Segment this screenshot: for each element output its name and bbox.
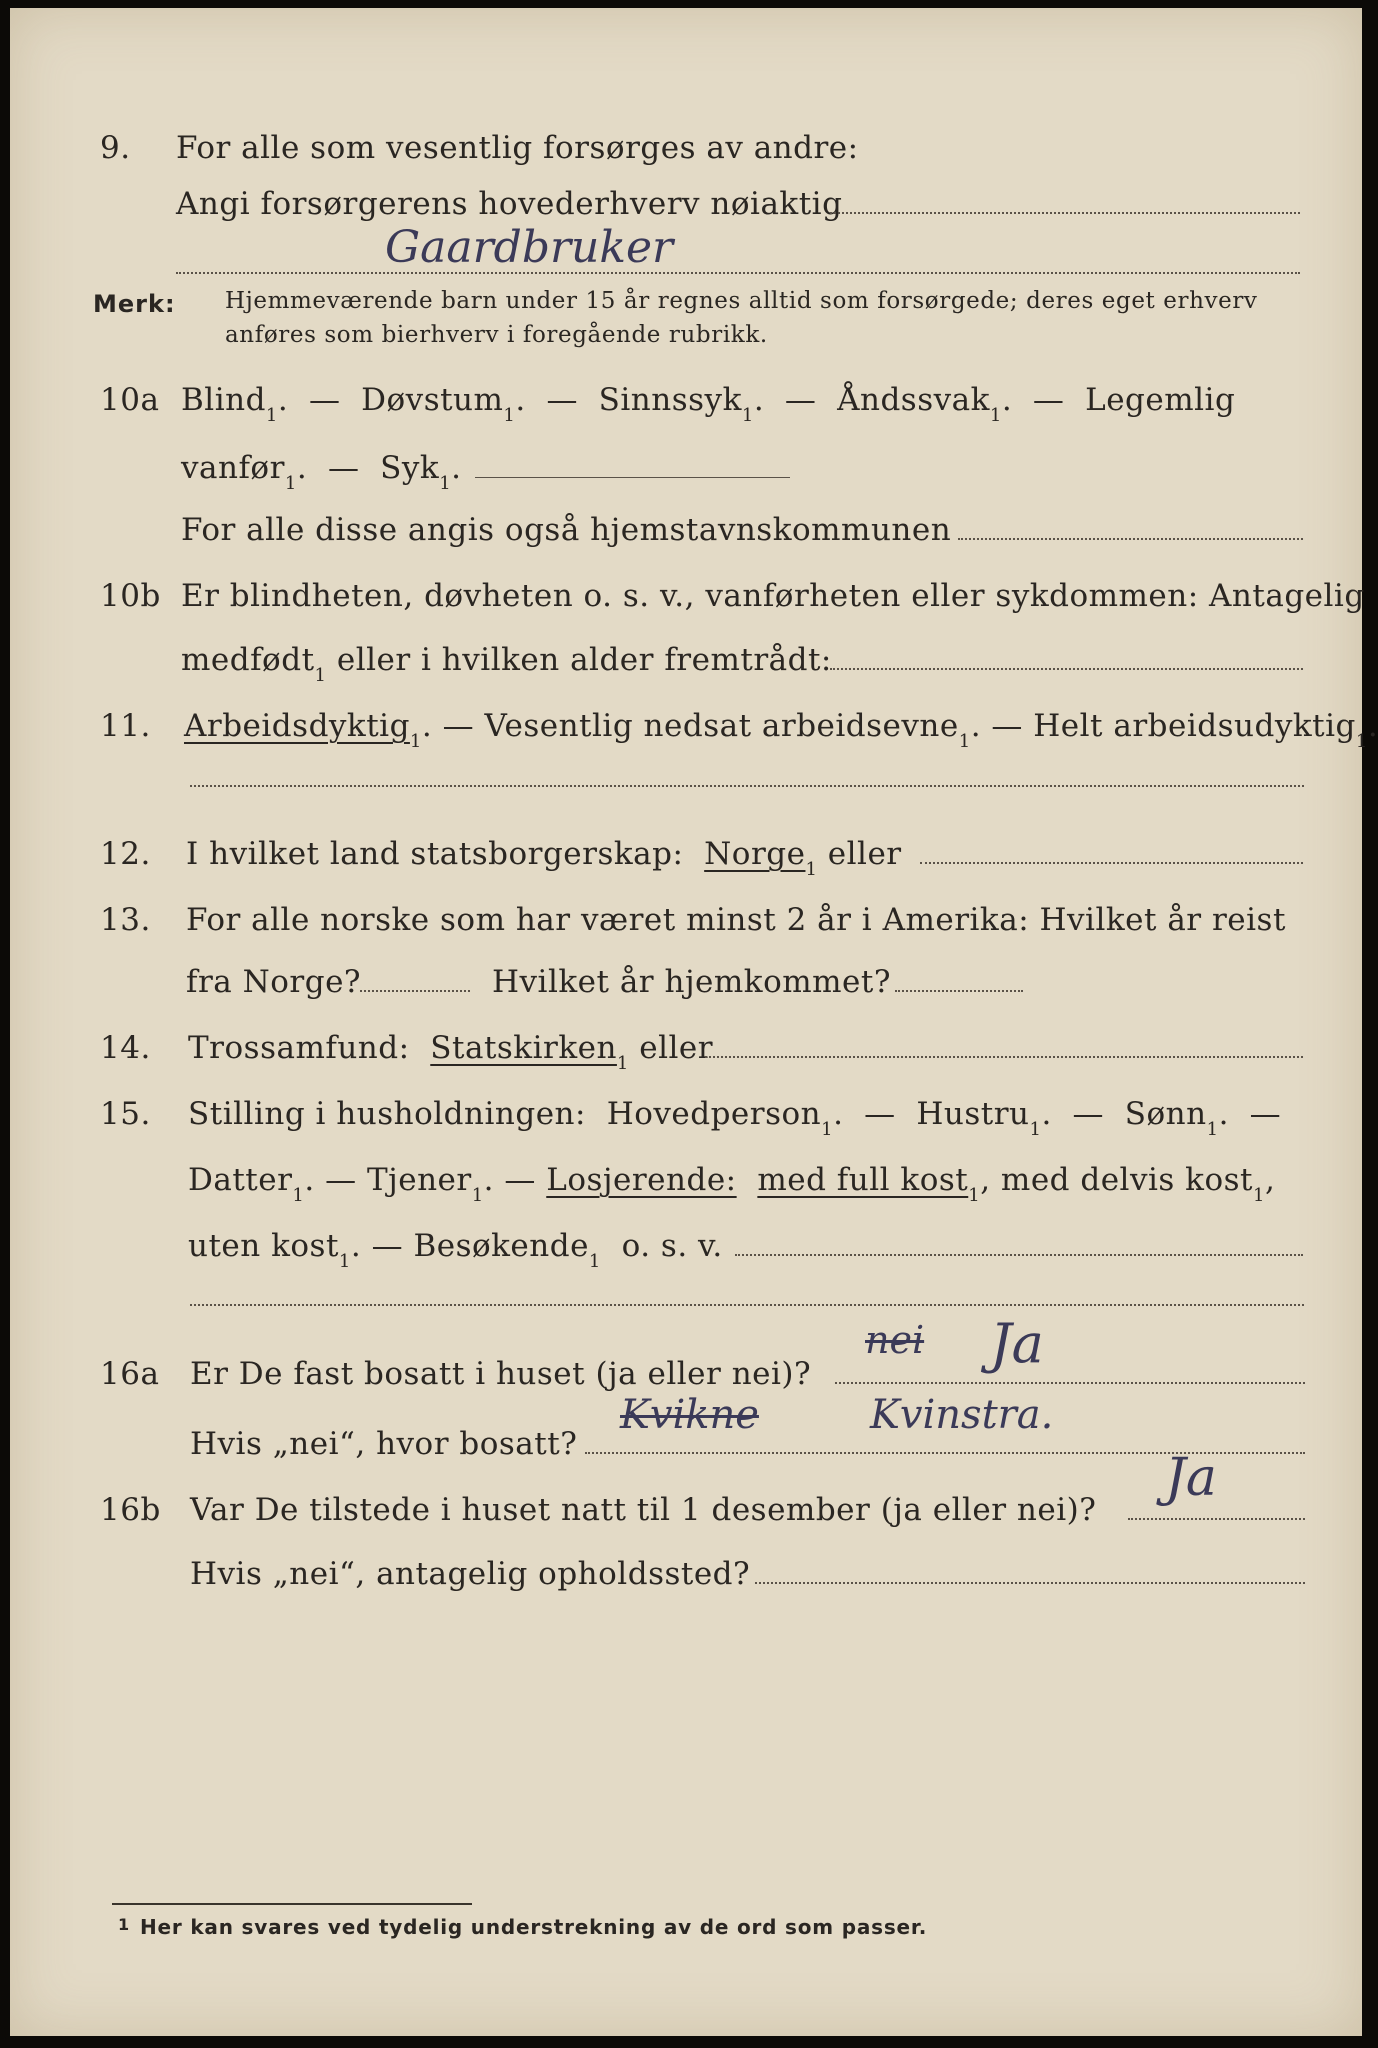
q15-options1: Stilling i husholdningen: Hovedperson 1 . — Hustru 1 . — Sønn 1 . — [188,1096,1282,1140]
q13-fra-norge: fra Norge? [186,964,362,1000]
q16b-text2: Hvis „nei“, antagelig opholdssted? [190,1556,751,1592]
q11-number: 11. [100,708,151,744]
option-sinnssyk[interactable]: Sinnssyk [598,382,742,418]
q13-row2 [0,946,1377,998]
q10b-text1: Er blindheten, døvheten o. s. v., vanførheten eller sykdommen: Antagelig [181,578,1365,614]
q11-answer-line[interactable] [190,785,1304,787]
merk-label: Merk: [93,290,176,318]
q9-answer-line[interactable] [176,272,1300,274]
q16a-answer1-struck: nei [865,1318,925,1362]
q14-text: Trossamfund: Statskirken 1 eller [188,1030,714,1074]
q11-row [0,690,1378,752]
option-med-full-kost[interactable]: med full kost [757,1162,969,1198]
q13-reist-line[interactable] [360,990,470,992]
option-hustru[interactable]: Hustru [916,1096,1030,1132]
footnote-mark: 1 [118,1915,130,1934]
q16a-fill-line1[interactable] [835,1382,1305,1384]
option-helt-arbeidsudyktig[interactable]: — Helt arbeidsudyktig [991,708,1356,744]
merk-text-line2: anføres som bierhverv i foregående rubrikk. [225,322,768,348]
q10b-row1 [0,560,1377,612]
option-vanfor[interactable]: vanfør [181,450,285,486]
q10a-fill-line[interactable] [475,477,790,478]
q16a-answer1-handwritten: Ja [990,1312,1044,1375]
q16a-text1: Er De fast bosatt i huset (ja eller nei)? [190,1356,812,1392]
q9-row1 [0,112,1377,164]
q14-number: 14. [100,1030,151,1066]
q12-number: 12. [100,836,151,872]
q10a-options2: vanfør 1 . — Syk 1 . [181,450,462,494]
q16b-fill-line1[interactable] [1128,1518,1305,1520]
option-arbeidsdyktig[interactable]: Arbeidsdyktig [184,708,410,744]
q9-row2 [0,168,1377,220]
q10b-fill-line[interactable] [830,668,1303,670]
option-vesentlig-nedsat[interactable]: — Vesentlig nedsat arbeidsevne [442,708,959,744]
option-andssvak[interactable]: Åndssvak [837,382,990,418]
option-norge[interactable]: Norge [704,836,806,872]
q15-number: 15. [100,1096,151,1132]
q14-row [0,1012,1377,1074]
q15-row2 [0,1144,1377,1206]
q13-number: 13. [100,902,151,938]
q10a-row2 [0,432,1377,494]
q9-text2: Angi forsørgerens hovederhverv nøiaktig [176,186,843,222]
q15-options2: Datter 1 . — Tjener 1 . — Losjerende: med full kost 1 , med delvis kost 1 , [188,1162,1276,1206]
q16b-answer1-handwritten: Ja [1165,1448,1217,1508]
q13-text1: For alle norske som har været minst 2 år i Amerika: Hvilket år reist [186,902,1286,938]
q16b-row2 [0,1538,1377,1590]
option-statskirken[interactable]: Statskirken [430,1030,617,1066]
q9-fill-line[interactable] [830,212,1300,214]
footnote-text: Her kan svares ved tydelig understrekning av de ord som passer. [140,1915,928,1939]
q15-fill-line[interactable] [735,1254,1303,1256]
option-med-delvis-kost[interactable]: med delvis kost [1000,1162,1253,1198]
q10a-text3: For alle disse angis også hjemstavnskommunen [181,512,952,548]
q16a-number: 16a [100,1356,160,1392]
footnote-rule [112,1903,472,1905]
q10b-row2 [0,624,1377,686]
q10a-options1: Blind 1 . — Døvstum 1 . — Sinnssyk 1 . — Åndssvak 1 . — Legemlig [181,382,1236,426]
option-tjener[interactable]: Tjener [366,1162,472,1198]
q14-fill-line[interactable] [705,1056,1303,1058]
merk-text-line1: Hjemmeværende barn under 15 år regnes alltid som forsørgede; deres eget erhverv [225,288,1258,314]
q15-row3 [0,1210,1377,1272]
option-besokende[interactable]: Besøkende [413,1228,589,1264]
option-datter[interactable]: Datter [188,1162,293,1198]
option-sonn[interactable]: Sønn [1124,1096,1207,1132]
q10a-row1 [0,364,1377,426]
q10b-text2: medfødt 1 eller i hvilken alder fremtrådt: [181,642,832,686]
option-hovedperson[interactable]: Hovedperson [606,1096,822,1132]
q15-row1 [0,1078,1377,1140]
q11-options: Arbeidsdyktig 1 . — Vesentlig nedsat arbeidsevne 1 . — Helt arbeidsudyktig 1 . [184,708,1378,752]
option-losjerende[interactable]: Losjerende: [546,1162,737,1198]
q16a-answer2-struck: Kvikne [620,1392,759,1438]
option-medfodt[interactable]: medfødt [181,642,315,678]
q12-text: I hvilket land statsborgerskap: Norge 1 eller [186,836,902,880]
q13-hjemkommet: Hvilket år hjemkommet? [492,964,891,1000]
footnote [118,1915,928,1939]
q10b-number: 10b [100,578,161,614]
q9-number: 9. [100,130,131,166]
option-syk[interactable]: Syk [380,450,440,486]
option-dovstum[interactable]: Døvstum [361,382,504,418]
q16a-answer2-handwritten: Kvinstra. [870,1392,1054,1438]
q10a-kommune-line[interactable] [958,538,1303,540]
q9-text1: For alle som vesentlig forsørges av andre: [176,130,859,166]
q12-fill-line[interactable] [920,862,1303,864]
q16a-row1 [0,1338,1377,1390]
q16b-number: 16b [100,1492,161,1528]
q16b-text1: Var De tilstede i huset natt til 1 desember (ja eller nei)? [190,1492,1097,1528]
q10a-number: 10a [100,382,160,418]
q16b-fill-line2[interactable] [755,1582,1305,1584]
q15-options3: uten kost 1 . — Besøkende 1 o. s. v. [188,1228,723,1272]
option-uten-kost[interactable]: uten kost [188,1228,339,1264]
q13-hjemkommet-line[interactable] [895,990,1023,992]
q13-row1 [0,884,1377,936]
q9-answer-handwritten: Gaardbruker [385,222,674,273]
q12-row [0,818,1377,880]
option-blind[interactable]: Blind [181,382,266,418]
q16a-text2: Hvis „nei“, hvor bosatt? [190,1426,578,1462]
option-legemlig[interactable]: Legemlig [1085,382,1236,418]
q10a-row3 [0,494,1377,546]
q15-answer-line[interactable] [190,1304,1304,1306]
